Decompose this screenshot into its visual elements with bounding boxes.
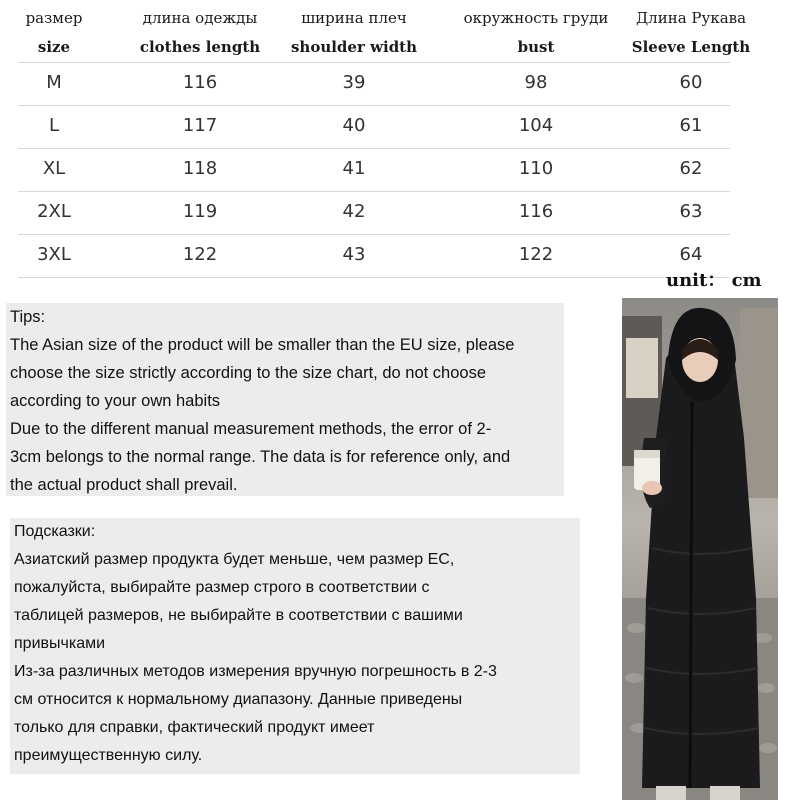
product-model-photo [622, 298, 778, 800]
cell-size: L [48, 115, 60, 136]
tips-english-panel [6, 303, 564, 496]
tips-en-line: according to your own habits [10, 392, 221, 410]
tips-en-line: The Asian size of the product will be smaller than the EU size, please [10, 336, 515, 354]
table-row [18, 148, 730, 191]
tips-russian-panel [10, 518, 580, 774]
unit-label: unit： cm [666, 270, 762, 291]
cell-clothes-length: 122 [182, 244, 218, 265]
tips-ru-line: привычками [14, 635, 106, 652]
tips-ru-line: см относится к нормальному диапазону. Данные приведены [14, 691, 463, 708]
cell-sleeve-length: 61 [679, 115, 703, 136]
cell-bust: 98 [524, 72, 548, 93]
cell-shoulder-width: 43 [342, 244, 366, 265]
cell-bust: 122 [518, 244, 554, 265]
tips-ru-line: преимущественную силу. [14, 747, 203, 764]
cell-size: 2XL [37, 201, 71, 222]
cell-shoulder-width: 39 [342, 72, 366, 93]
cell-shoulder-width: 41 [342, 158, 366, 179]
cell-bust: 116 [518, 201, 554, 222]
header-bust-ru: окружность груди [463, 9, 609, 27]
cell-sleeve-length: 63 [679, 201, 703, 222]
tips-ru-line: таблицей размеров, не выбирайте в соответствии с вашими [14, 607, 463, 624]
table-header-row [18, 0, 751, 62]
header-shoulder-width-en: shoulder width [290, 38, 418, 56]
cell-clothes-length: 118 [182, 158, 218, 179]
cell-size: 3XL [37, 244, 71, 265]
tips-ru-line: Азиатский размер продукта будет меньше, чем размер ЕС, [14, 551, 455, 568]
cell-clothes-length: 116 [182, 72, 218, 93]
table-row [18, 105, 730, 148]
cell-bust: 110 [518, 158, 554, 179]
header-size-en: size [37, 38, 71, 56]
table-row [18, 234, 730, 278]
header-clothes-length [130, 4, 270, 62]
tips-en-line: choose the size strictly according to the size chart, do not choose [10, 364, 487, 382]
tips-ru-line: только для справки, фактический продукт имеет [14, 719, 375, 736]
table-row [18, 62, 730, 105]
tips-en-line: the actual product shall prevail. [10, 476, 238, 494]
cell-shoulder-width: 40 [342, 115, 366, 136]
header-clothes-length-en: clothes length [139, 38, 261, 56]
tips-ru-line: Из-за различных методов измерения вручную погрешность в 2-3 [14, 663, 497, 680]
table-row [18, 191, 730, 234]
tips-en-title: Tips: [10, 308, 46, 326]
cell-clothes-length: 117 [182, 115, 218, 136]
header-size-ru: размер [25, 9, 83, 27]
cell-sleeve-length: 62 [679, 158, 703, 179]
cell-sleeve-length: 60 [679, 72, 703, 93]
header-size [18, 4, 90, 62]
tips-ru-line: пожалуйста, выбирайте размер строго в соответствии с [14, 579, 430, 596]
header-bust-en: bust [517, 38, 555, 56]
header-clothes-length-ru: длина одежды [142, 9, 258, 27]
cell-size: M [46, 72, 62, 93]
header-sleeve-length-en: Sleeve Length [631, 38, 751, 56]
cell-shoulder-width: 42 [342, 201, 366, 222]
tips-en-line: Due to the different manual measurement methods, the error of 2- [10, 420, 492, 438]
cell-clothes-length: 119 [182, 201, 218, 222]
tips-en-line: 3cm belongs to the normal range. The data is for reference only, and [10, 448, 511, 466]
cell-bust: 104 [518, 115, 554, 136]
cell-sleeve-length: 64 [679, 244, 703, 265]
cell-size: XL [42, 158, 66, 179]
header-sleeve-length-ru: Длина Рукава [635, 9, 747, 27]
header-shoulder-width-ru: ширина плеч [301, 9, 407, 27]
header-sleeve-length [626, 4, 756, 62]
header-bust [446, 4, 626, 62]
header-shoulder-width [288, 4, 420, 62]
size-chart-table [18, 0, 751, 278]
tips-ru-title: Подсказки: [14, 523, 96, 540]
table-body [18, 62, 730, 278]
